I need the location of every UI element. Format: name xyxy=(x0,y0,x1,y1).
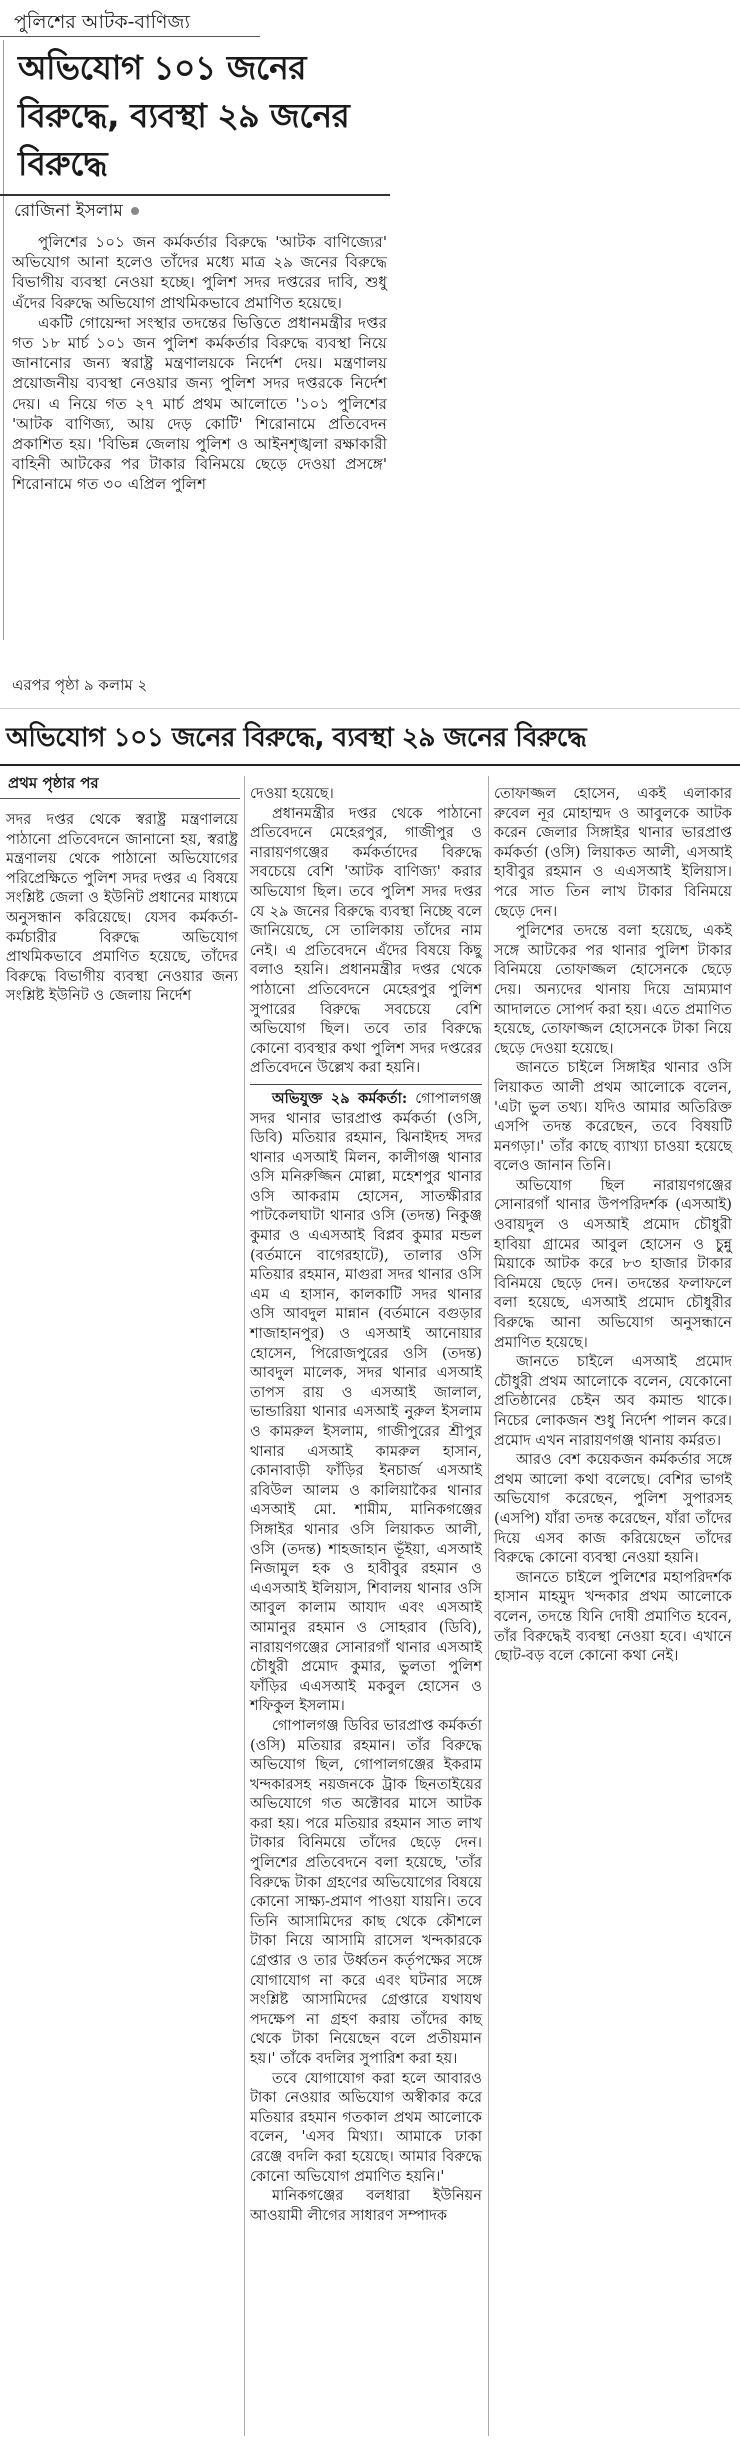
column-rule xyxy=(244,776,245,2436)
paragraph: জানতে চাইলে সিঙ্গাইর থানার ওসি লিয়াকত আলী প্রথম আলোকে বলেন, 'এটা ভুল তথ্য। যদিও আমার অতিরিক্ত এসপি তদন্ত করেছেন, তবে বিষয়টি মনগড়া।' তাঁর কাছে ব্যাখ্যা চাওয়া হয়েছে বলেও জানান তিনি। xyxy=(494,1059,732,1175)
bullet-icon xyxy=(131,207,139,215)
front-headline: অভিযোগ ১০১ জনের বিরুদ্ধে, ব্যবস্থা ২৯ জনের বিরুদ্ধে xyxy=(18,48,350,183)
paragraph: প্রধানমন্ত্রীর দপ্তর থেকে পাঠানো প্রতিবেদনে মেহেরপুর, গাজীপুর ও নারায়ণগঞ্জের কর্মকর্তাদের বিরুদ্ধে সবচেয়ে বেশি 'আটক বাণিজ্য' করার অভিযোগ ছিল। তবে পুলিশ সদর দপ্তর যে ২৯ জনের বিরুদ্ধে ব্যবস্থা নিচ্ছে বলে জানিয়েছে, সে তালিকায় তাঁদের নাম নেই। এ প্রতিবেদনে এঁদের বিষয়ে কিছু বলাও হয়নি। প্রধানমন্ত্রীর দপ্তর থেকে পাঠানো প্রতিবেদনে মেহেরপুর পুলিশ সুপারের বিরুদ্ধে সবচেয়ে বেশি অভিযোগ ছিল। তবে তার বিরুদ্ধে কোনো ব্যবস্থার কথা পুলিশ সদর দপ্তরের প্রতিবেদনে উল্লেখ করা হয়নি। xyxy=(250,804,482,1077)
paragraph: তবে যোগাযোগ করা হলে আবারও টাকা নেওয়ার অভিযোগ অস্বীকার করে মতিয়ার রহমান গতকাল প্রথম আলোকে বলেন, 'এসব মিথ্যা। আমাকে ঢাকা রেঞ্জে বদলি করা হয়েছে। আমার বিরুদ্ধে কোনো অভিযোগ প্রমাণিত হয়নি।' xyxy=(250,2069,482,2185)
kicker: পুলিশের আটক-বাণিজ্য xyxy=(14,11,191,33)
paragraph: পুলিশের তদন্তে বলা হয়েছে, একই সঙ্গে আটকের পর থানার পুলিশ টাকার বিনিময়ে তোফাজ্জল হোসেনকে ছেড়ে দেয়। অন্যদের থানায় দিয়ে ভ্রাম্যমাণ আদালতে সোপর্দ করা হয়। এতে প্রমাণিত হয়েছে, তোফাজ্জল হোসেনকে টাকা নিয়ে ছেড়ে দেওয়া হয়েছে। xyxy=(494,922,732,1057)
paragraph: তোফাজ্জল হোসেন, একই এলাকার রুবেল নূর মোহাম্মদ ও আবুলকে আটক করেন জেলার সিঙ্গাইর থানার ভারপ্রাপ্ত কর্মকর্তা (ওসি) লিয়াকত আলী, এসআই হাবীবুর রহমান ও এএসআই ইলিয়াস। পরে সাত তিন লাখ টাকার বিনিময়ে ছেড়ে দেন। xyxy=(494,785,732,920)
paragraph: গোপালগঞ্জ ডিবির ভারপ্রাপ্ত কর্মকর্তা (ওসি) মতিয়ার রহমান। তাঁর বিরুদ্ধে অভিযোগ ছিল, গোপালগঞ্জের ইকরাম খন্দকারসহ নয়জনকে ট্রাক ছিনতাইয়ের অভিযোগে গত অক্টোবর মাসে আটক করা হয়। পরে মতিয়ার রহমান সাত লাখ টাকার বিনিময়ে তাঁদের ছেড়ে দেন। পুলিশের প্রতিবেদনে বলা হয়েছে, 'তাঁর বিরুদ্ধে টাকা গ্রহণের অভিযোগের বিষয়ে কোনো সাক্ষ্য-প্রমাণ পাওয়া যায়নি। তবে তিনি আসামিদের কাছ থেকে কৌশলে টাকা নিয়ে আসামি রাসেল খন্দকারকে গ্রেপ্তার ও তার উর্ধ্বতন কর্তৃপক্ষের সঙ্গে যোগাযোগ না করে এবং ঘটনার সঙ্গে সংশ্লিষ্ট আসামিদের গ্রেপ্তারে যথাযথ পদক্ষেপ না গ্রহণ করায় তাঁদের কাছ থেকে টাকা নিয়েছেন বলে প্রতীয়মান হয়।' তাঁকে বদলির সুপারিশ করা হয়। xyxy=(250,1716,482,2067)
paragraph: জানতে চাইলে পুলিশের মহাপরিদর্শক হাসান মাহমুদ খন্দকার প্রথম আলোকে বলেন, তদন্তে যিনি দোষী প্রমাণিত হবেন, তাঁর বিরুদ্ধেই ব্যবস্থা নেওয়া হবে। এখানে ছোট-বড় বলে কোনো কথা নেই। xyxy=(494,1568,732,1665)
jump-line: এরপর পৃষ্ঠা ৯ কলাম ২ xyxy=(12,676,148,694)
continuation-headline: অভিযোগ ১০১ জনের বিরুদ্ধে, ব্যবস্থা ২৯ জনের বিরুদ্ধে xyxy=(6,722,587,753)
paragraph: পুলিশের ১০১ জন কর্মকর্তার বিরুদ্ধে 'আটক বাণিজ্যের' অভিযোগ আনা হলেও তাঁদের মধ্যে মাত্র ২৯ জনের বিরুদ্ধে বিভাগীয় ব্যবস্থা নেওয়া হচ্ছে। পুলিশ সদর দপ্তরের দাবি, শুধু এঁদের বিরুদ্ধে অভিযোগ প্রাথমিকভাবে প্রমাণিত হয়েছে। xyxy=(12,233,387,312)
front-page-clip xyxy=(0,0,740,700)
paragraph: আরও বেশ কয়েকজন কর্মকর্তার সঙ্গে প্রথম আলো কথা বলেছে। বেশির ভাগই অভিযোগ করেছেন, পুলিশ সুপারসহ (এসপি) যাঁরা তদন্ত করেছেন, যাঁরা তাঁদের দিয়ে এসব কাজ করিয়েছেন তাঁদের বিরুদ্ধে কোনো ব্যবস্থা নেওয়া হয়নি। xyxy=(494,1451,732,1567)
subhead-block xyxy=(250,1084,482,1716)
subhead: অভিযুক্ত ২৯ কর্মকর্তা: xyxy=(272,1089,408,1107)
column-1 xyxy=(6,810,238,1006)
byline-rule xyxy=(0,194,390,196)
front-body xyxy=(12,232,387,495)
paragraph: একটি গোয়েন্দা সংস্থার তদন্তের ভিত্তিতে প্রধানমন্ত্রীর দপ্তর গত ১৮ মার্চ ১০১ জন পুলিশ কর্মকর্তার বিরুদ্ধে ব্যবস্থা নিয়ে জানানোর জন্য স্বরাষ্ট্র মন্ত্রণালয়কে নির্দেশ দেয়। মন্ত্রণালয় প্রয়োজনীয় ব্যবস্থা নেওয়ার জন্য পুলিশ সদর দপ্তরকে নির্দেশ দেয়। এ নিয়ে গত ২৭ মার্চ প্রথম আলোতে '১০১ পুলিশের 'আটক বাণিজ্য, আয় দেড় কোটি' শিরোনামে প্রতিবেদন প্রকাশিত হয়। 'বিভিন্ন জেলায় পুলিশ ও আইনশৃঙ্খলা রক্ষাকারী বাহিনী আটকের পর টাকার বিনিময়ে ছেড়ে দেওয়া প্রসঙ্গে' শিরোনামে গত ৩০ এপ্রিল পুলিশ xyxy=(12,313,387,494)
paragraph: গোপালগঞ্জ সদর থানার ভারপ্রাপ্ত কর্মকর্তা (ওসি, ডিবি) মতিয়ার রহমান, ঝিনাইদহ সদর থানার এসআই মিলন, কালীগঞ্জ থানার ওসি মনিরুজ্জিন মোল্লা, মহেশপুর থানার ওসি আকরাম হোসেন, সাতক্ষীরার পাটকেলঘাটা থানার ওসি (তদন্ত) নিকুঞ্জ কুমার ও এএসআই বিপ্লব কুমার মন্ডল (বর্তমানে বাগেরহাটে), তালার ওসি মতিয়ার রহমান, মাগুরা সদর থানার ওসি এম এ হাসান, কালকাটি সদর থানার ওসি আবদুল মান্নান (বর্তমানে বগুড়ার শাজাহানপুর) ও এসআই আনোয়ার হোসেন, পিরোজপুরের ওসি (তদন্ত) আবদুল মালেক, সদর থানার এসআই তাপস রায় ও এসআই জালাল, ভান্ডারিয়া থানার এসআই নুরুল ইসলাম ও কামরুল ইসলাম, গাজীপুরের শ্রীপুর থানার এসআই কামরুল হাসান, কোনাবাড়ী ফাঁড়ির ইনচার্জ এসআই রবিউল আলম ও কালিয়াকৈর থানার এসআই মো. শামীম, মানিকগঞ্জের সিঙ্গাইর থানার ওসি লিয়াকত আলী, ওসি (তদন্ত) শাহজাহান ভূঁইয়া, এসআই নিজামুল হক ও হাবীবুর রহমান ও এএসআই ইলিয়াস, শিবালয় থানার ওসি আবুল কালাম আযাদ এবং এসআই আমানুর রহমান ও সোহরাব (ডিবি), নারায়ণগঞ্জের সোনারগাঁ থানার এসআই চৌধুরী প্রমোদ কুমার, ভুলতা পুলিশ ফাঁড়ির এএসআই মকবুল হোসেন ও শফিকুল ইসলাম। xyxy=(250,1089,482,1715)
paragraph: জানতে চাইলে এসআই প্রমোদ চৌধুরী প্রথম আলোকে বলেন, যেকোনো প্রতিষ্ঠানের চেইন অব কমান্ড থাকে। নিচের লোকজন শুধু নির্দেশ পালন করে। প্রমোদ এখন নারায়ণগঞ্জ থানায় কর্মরত। xyxy=(494,1353,732,1449)
byline-author: রোজিনা ইসলাম xyxy=(14,201,123,221)
clip-separator xyxy=(0,708,740,709)
byline xyxy=(14,198,139,226)
continuation-clip xyxy=(0,712,740,2458)
label-rule xyxy=(0,798,240,799)
paragraph: দেওয়া হয়েছে। xyxy=(250,785,334,802)
column-3 xyxy=(494,784,732,1666)
kicker-rule xyxy=(0,36,260,37)
paragraph: মানিকগঞ্জের বলধারা ইউনিয়ন আওয়ামী লীগের সাধারণ সম্পাদক xyxy=(250,2187,482,2224)
headline-rule xyxy=(0,764,740,766)
paragraph: অভিযোগ ছিল নারায়ণগঞ্জের সোনারগাঁ থানার উপপরিদর্শক (এসআই) ওবায়দুল ও এসআই প্রমোদ চৌধুরী হাবিয়া গ্রামের আবুল হোসেন ও চুন্নু মিয়াকে আটক করে ৮৩ হাজার টাকার বিনিময়ে ছেড়ে দেন। তদন্তের ফলাফলে বলা হয়েছে, এসআই প্রমোদ চৌধুরীর বিরুদ্ধে আনা অভিযোগ অনুসন্ধানে প্রমাণিত হয়েছে। xyxy=(494,1176,732,1351)
column-rule xyxy=(488,776,489,2436)
column-rule xyxy=(3,40,4,640)
column-2 xyxy=(250,784,482,2225)
from-front-label: প্রথম পৃষ্ঠার পর xyxy=(8,774,99,792)
paragraph: সদর দপ্তর থেকে স্বরাষ্ট্র মন্ত্রণালয়ে পাঠানো প্রতিবেদনে জানানো হয়, স্বরাষ্ট্র মন্ত্রণালয় থেকে পাঠানো অভিযোগের পরিপ্রেক্ষিতে পুলিশ সদর দপ্তর এ বিষয়ে সংশ্লিষ্ট জেলা ও ইউনিট প্রধানের মাধ্যমে অনুসন্ধান করিয়েছে। যেসব কর্মকর্তা-কর্মচারীর বিরুদ্ধে অভিযোগ প্রাথমিকভাবে প্রমাণিত হয়েছে, তাঁদের বিরুদ্ধে বিভাগীয় ব্যবস্থা নেওয়ার জন্য সংশ্লিষ্ট ইউনিট ও জেলায় নির্দেশ xyxy=(6,811,238,1005)
